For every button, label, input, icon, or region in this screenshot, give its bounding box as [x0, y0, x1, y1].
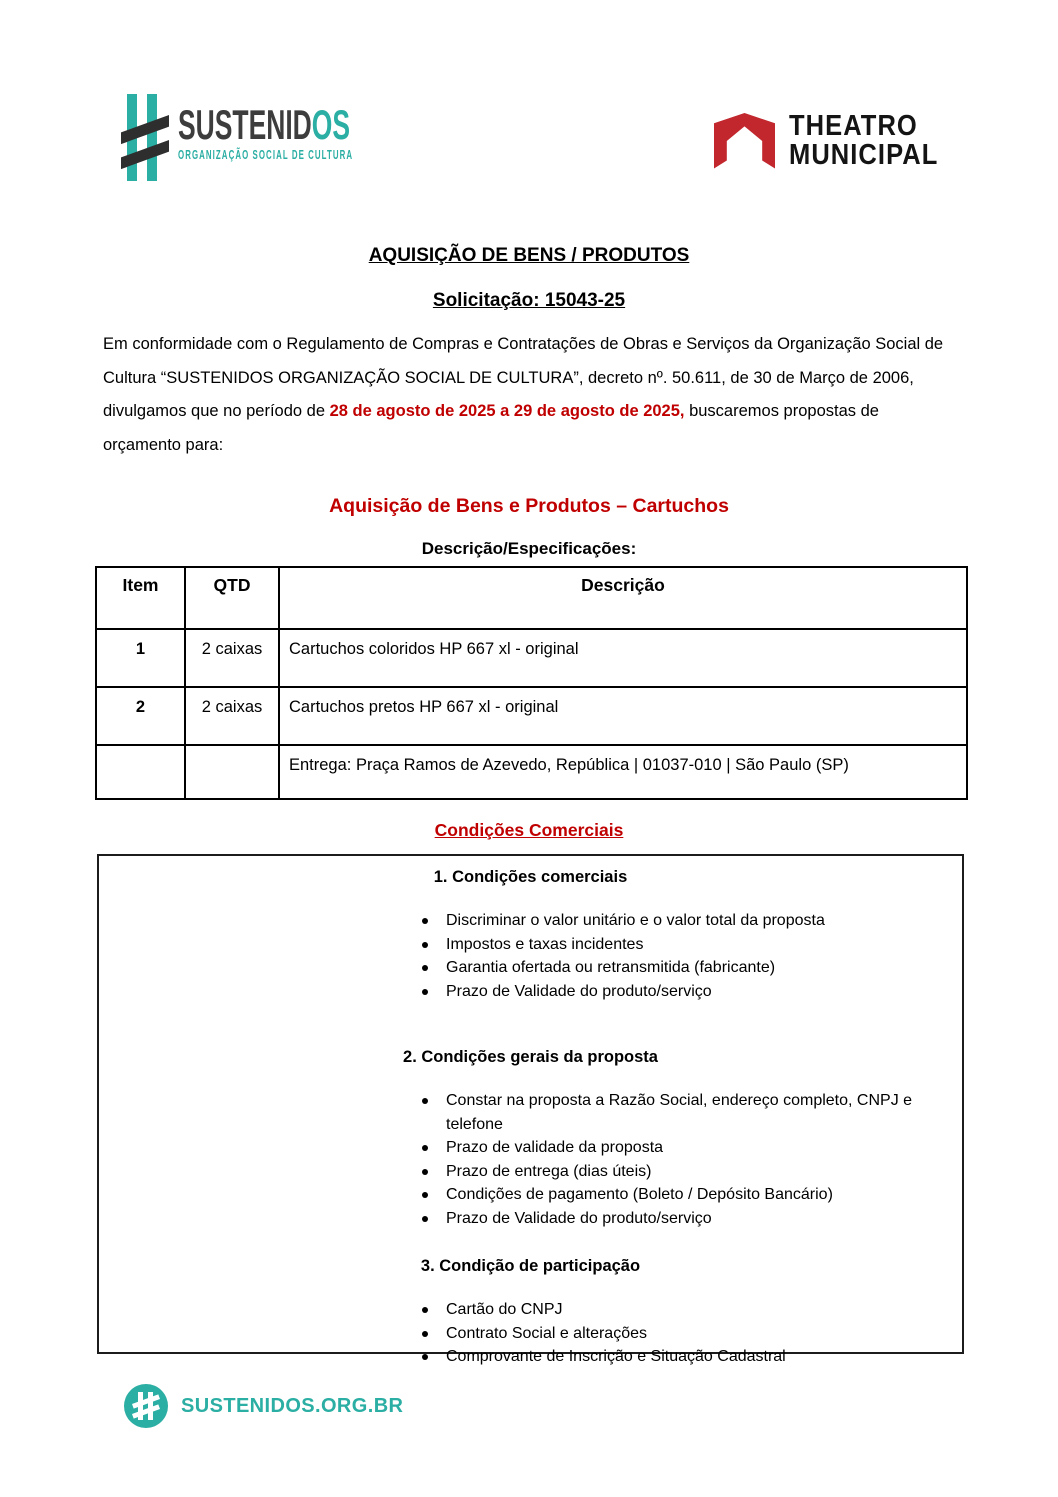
table-row	[96, 687, 967, 745]
list-item: Garantia ofertada ou retransmitida (fabricante)	[413, 956, 958, 980]
sustenidos-name-teal: OS	[311, 101, 351, 148]
spec-table	[95, 566, 968, 800]
cell-qtd: 2 caixas	[185, 687, 279, 745]
list-item: Comprovante de Inscrição e Situação Cadastral	[413, 1345, 958, 1369]
sustenidos-name	[178, 101, 353, 148]
intro-date-range: 28 de agosto de 2025 a 29 de agosto de 2025,	[329, 402, 685, 420]
cell-item: 1	[96, 629, 185, 687]
intro-text-start: Em conformidade com o Regulamento de Compras e Contratações de Obras e Serviços da Organização Social de Cultura “SUSTENIDOS ORGANIZAÇÃO SOCIAL DE CULTURA”, decreto nº. 50.611, de 30 de Março de 2006, divulgamos que no período de	[103, 335, 944, 420]
theatro-wordmark	[789, 112, 938, 172]
list-item: Prazo de entrega (dias úteis)	[413, 1160, 958, 1184]
col-header-item: Item	[96, 567, 185, 629]
col-header-qtd: QTD	[185, 567, 279, 629]
list-item: Constar na proposta a Razão Social, endereço completo, CNPJ e telefone	[413, 1089, 958, 1136]
request-number: Solicitação: 15043-25	[432, 290, 626, 311]
bullet-list	[413, 1298, 958, 1369]
list-item: Contrato Social e alterações	[413, 1322, 958, 1346]
list-item: Prazo de Validade do produto/serviço	[413, 1207, 958, 1231]
cell-item	[96, 745, 185, 799]
section-title: 1. Condições comerciais	[433, 868, 628, 886]
theatro-line1: THEATRO	[789, 110, 918, 142]
cell-desc: Cartuchos pretos HP 667 xl - original	[279, 687, 967, 745]
conditions-box	[97, 854, 964, 1365]
section-title: 3. Condição de participação	[420, 1257, 641, 1275]
intro-paragraph	[103, 328, 959, 462]
theatro-municipal-logo	[714, 110, 959, 172]
cell-qtd	[185, 745, 279, 799]
conditions-section-3	[99, 1257, 962, 1369]
table-row	[96, 629, 967, 687]
document-title: AQUISIÇÃO DE BENS / PRODUTOS	[368, 245, 690, 266]
list-item: Condições de pagamento (Boleto / Depósito Bancário)	[413, 1183, 958, 1207]
list-item: Cartão do CNPJ	[413, 1298, 958, 1322]
sustenidos-tagline: ORGANIZAÇÃO SOCIAL DE CULTURA	[178, 148, 354, 162]
cell-item: 2	[96, 687, 185, 745]
sustenidos-circle-hash-icon	[124, 1384, 168, 1428]
bullet-list	[413, 1089, 958, 1230]
cell-desc: Cartuchos coloridos HP 667 xl - original	[279, 629, 967, 687]
list-item: Discriminar o valor unitário e o valor total da proposta	[413, 909, 958, 933]
theatro-line2: MUNICIPAL	[789, 139, 939, 171]
footer	[124, 1384, 403, 1428]
acquisition-heading: Aquisição de Bens e Produtos – Cartuchos	[329, 495, 729, 517]
section-title: 2. Condições gerais da proposta	[403, 1048, 658, 1066]
sustenidos-logo	[121, 93, 456, 183]
table-row	[96, 745, 967, 799]
list-item: Impostos e taxas incidentes	[413, 933, 958, 957]
table-header-row	[96, 567, 967, 629]
conditions-heading: Condições Comerciais	[434, 820, 624, 840]
sustenidos-name-dark: SUSTENID	[178, 101, 312, 148]
conditions-section-1	[99, 856, 962, 1003]
intro-text-end: buscaremos propostas de orçamento para:	[103, 402, 879, 454]
hashtag-icon	[121, 93, 169, 183]
list-item: Prazo de validade da proposta	[413, 1136, 958, 1160]
spec-heading: Descrição/Especificações:	[421, 539, 637, 558]
footer-website: SUSTENIDOS.ORG.BR	[181, 1394, 404, 1417]
bullet-list	[413, 909, 958, 1003]
list-item: Prazo de Validade do produto/serviço	[413, 980, 958, 1004]
conditions-section-2	[99, 1048, 962, 1230]
sustenidos-wordmark	[178, 93, 353, 183]
cell-qtd: 2 caixas	[185, 629, 279, 687]
cell-desc: Entrega: Praça Ramos de Azevedo, República | 01037-010 | São Paulo (SP)	[279, 745, 967, 799]
col-header-desc: Descrição	[279, 567, 967, 629]
theatre-door-icon	[714, 110, 775, 172]
